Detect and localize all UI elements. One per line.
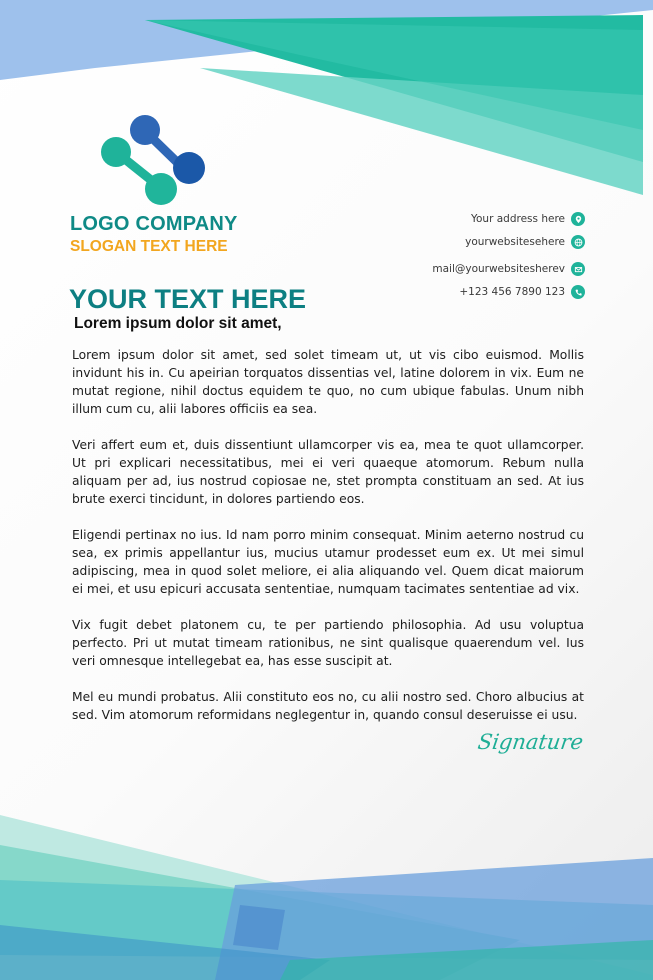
mail-icon (571, 262, 585, 276)
bottom-blue-band (215, 858, 653, 980)
company-logo (98, 110, 210, 210)
body-paragraph: Lorem ipsum dolor sit amet, sed solet timeam ut, ut vis cibo euismod. Mollis invidunt his in. Cu apeirian torquatos dissentias vel, latine dolorem in vix. Eum ne mutat regione, nihil doctus equidem te quo, no cum ubique fabulas. Unum nibh illum cum cu, alii labores officiis ea sea. (72, 348, 584, 416)
location-icon (571, 212, 585, 226)
body-paragraph: Mel eu mundi probatus. Alii constituto eos no, cu alii nostro sed. Choro albucius at sed. Vim atomorum reformidans neglegentur in, quando consul deseruisse ei usu. (72, 690, 584, 722)
body-paragraph: Vix fugit debet platonem cu, te per partiendo philosophia. Ad usu voluptua perfecto. Pri ut mutat timeam rationibus, ne sint qualisque quaerendum vel. Ius veri omnesque intellegebat ea, has esse suscipit at. (72, 618, 584, 668)
phone-text: +123 456 7890 123 (459, 286, 565, 298)
page-headline: YOUR TEXT HERE (69, 284, 307, 314)
signature: Signature (476, 730, 585, 754)
contact-address (471, 212, 585, 226)
contact-website (465, 235, 585, 249)
website-text: yourwebsitesehere (465, 236, 565, 248)
bottom-pale-teal-band (0, 815, 653, 980)
body-paragraph: Veri affert eum et, duis dissentiunt ullamcorper vis ea, mea te quot ullamcorper. Ut pri explicari necessitatibus, mei ei veri quaeque atomorum. Rebum nulla aliquam per ad, ius nostrud copiosae ne, stet prompta constituam an sed. At ius brute exerci tincidunt, in dolores partiendo eos. (72, 438, 584, 506)
address-text: Your address here (470, 213, 565, 225)
bottom-blue-rect (233, 905, 285, 950)
globe-icon (571, 235, 585, 249)
letter-body (72, 346, 584, 742)
company-slogan: SLOGAN TEXT HERE (70, 238, 228, 255)
company-name: LOGO COMPANY (70, 213, 238, 235)
email-text: mail@yourwebsitesherev (432, 263, 565, 275)
bottom-aqua-band (0, 880, 653, 960)
contact-phone (459, 285, 585, 299)
bottom-teal-accent (280, 940, 653, 980)
contact-email (432, 262, 585, 276)
body-paragraph: Eligendi pertinax no ius. Id nam porro minim consequat. Minim aeterno nostrud cu sea, ex primis appellantur ius, mucius utamur prodesset eum ex. Ut mei simul adipiscing, mea in quod solet meliore, ei alia aliquando vel. Quem dicat maiorum ei mei, et usu epicuri accusata sententiae, numquam tacimates sententiae ad vix. (72, 528, 584, 596)
bottom-dark-band (0, 925, 330, 980)
phone-icon (571, 285, 585, 299)
page-subheading: Lorem ipsum dolor sit amet, (74, 315, 282, 332)
bottom-teal-band (0, 845, 520, 980)
